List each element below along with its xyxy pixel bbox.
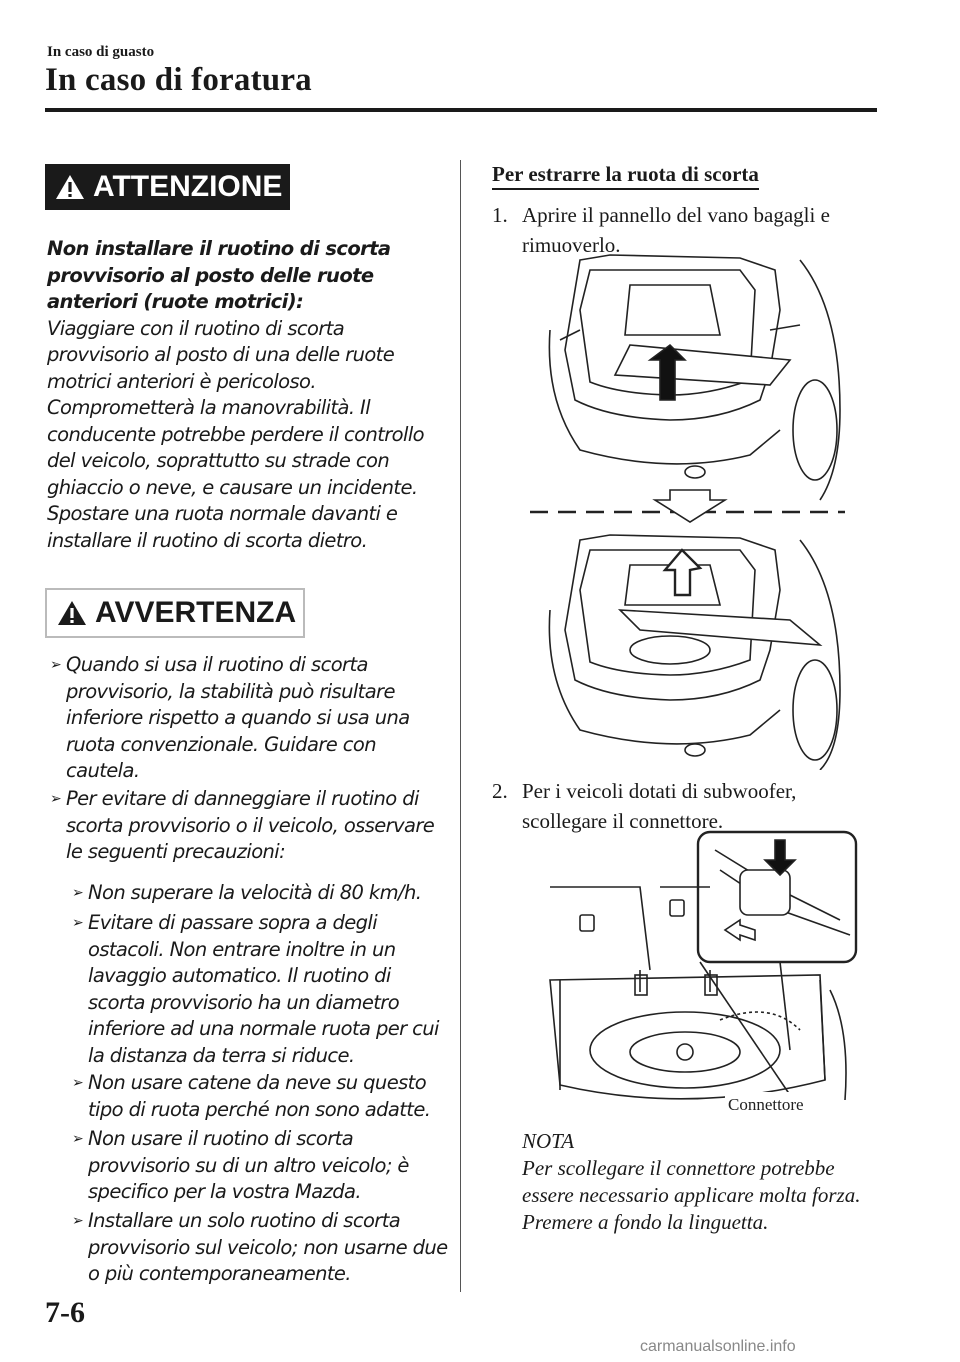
avvertenza-banner [45,588,305,638]
bullet-text: Per evitare di danneggiare il ruotino di scorta provvisorio o il veicolo, osservare le seguenti precauzioni: [66,787,435,863]
attenzione-banner [45,164,290,210]
list-item [72,910,448,1069]
list-item [72,1126,448,1206]
sub-bullet-text: Non usare catene da neve su questo tipo di ruota perché non sono adatte. [88,1071,431,1121]
warning-heading: Non installare il ruotino di scorta provvisorio al posto delle ruote anteriori (ruote motrici): [47,237,391,313]
sub-bullet-text: Non superare la velocità di 80 km/h. [88,881,422,904]
triangle-bullet-icon: ➢ [50,791,62,807]
step-2 [492,776,872,836]
warning-triangle-icon [55,173,85,201]
watermark: carmanualsonline.info [640,1338,796,1355]
triangle-bullet-icon: ➢ [50,657,62,673]
title-rule [45,108,877,112]
list-item [50,652,446,785]
trunk-panel-illustration [520,250,860,770]
section-label: In caso di guasto [47,44,155,60]
sub-bullet-text: Evitare di passare sopra a degli ostacoli. Non entrare inoltre in un lavaggio automatico. Il ruotino di scorta provvisorio ha un diametro inferiore ad una normale ruota per cui la distanza da terra si riduce. [88,911,439,1067]
warning-body: Viaggiare con il ruotino di scorta provvisorio al posto di una delle ruote motrici anteriori è pericoloso. Comprometterà la manovrabilità. Il conducente potrebbe perdere il controllo del veicolo, soprattutto su strade con ghiaccio o neve, e causare un incidente. Spostare una ruota normale davanti e installare il ruotino di scorta dietro. [47,316,424,552]
nota-label: NOTA [522,1129,575,1153]
step-number: 2. [492,779,508,803]
avvertenza-label: AVVERTENZA [95,596,297,629]
sub-bullet-text: Non usare il ruotino di scorta provvisorio su di un altro veicolo; è specifico per la vostra Mazda. [88,1127,409,1203]
section-heading: Per estrarre la ruota di scorta [492,162,759,190]
step-text: Aprire il pannello del vano bagagli e rimuoverlo. [522,203,830,257]
column-divider [460,160,461,1292]
list-item [50,786,446,866]
triangle-bullet-icon: ➢ [72,1131,84,1147]
triangle-bullet-icon: ➢ [72,885,84,901]
triangle-bullet-icon: ➢ [72,915,84,931]
warning-triangle-icon [57,599,87,627]
connector-label: Connettore [728,1095,804,1114]
connector-illustration [540,830,860,1120]
list-item [72,880,448,907]
triangle-bullet-icon: ➢ [72,1213,84,1229]
sub-bullet-text: Installare un solo ruotino di scorta provvisorio sul veicolo; non usarne due o più contemporaneamente. [88,1209,448,1285]
step-number: 1. [492,203,508,227]
list-item [72,1070,448,1123]
page-title: In caso di foratura [45,62,312,98]
attenzione-label: ATTENZIONE [93,170,283,203]
warning-text [47,236,447,554]
nota-text: Per scollegare il connettore potrebbe essere necessario applicare molta forza. Premere a fondo la linguetta. [522,1156,861,1234]
list-item [72,1208,448,1288]
page-number: 7-6 [45,1296,85,1329]
bullet-text: Quando si usa il ruotino di scorta provvisorio, la stabilità può risultare inferiore rispetto a quando si usa una ruota convenzionale. Guidare con cautela. [66,653,410,782]
step-text: Per i veicoli dotati di subwoofer, scollegare il connettore. [522,779,797,833]
triangle-bullet-icon: ➢ [72,1075,84,1091]
